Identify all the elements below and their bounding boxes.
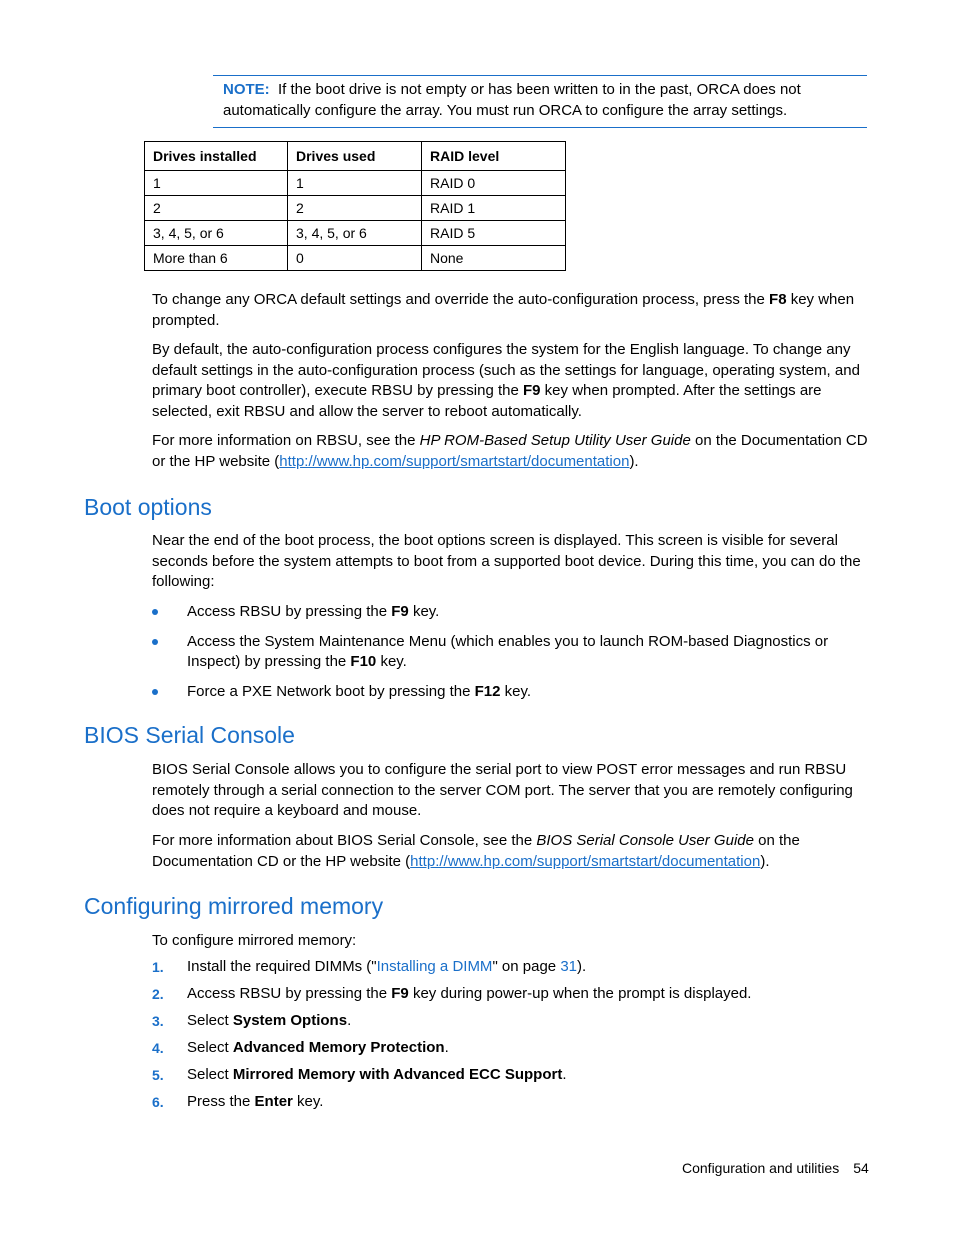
default-text-after: key when prompted. After the settings are selected, exit RBSU and allow the server to reboot automatically.: [152, 382, 822, 420]
list-item: [152, 1092, 852, 1119]
table-cell: None: [422, 246, 566, 271]
step-text: Press the: [187, 1093, 255, 1110]
list-item: [152, 602, 852, 623]
bullet-text: Force a PXE Network boot by pressing the: [187, 682, 475, 700]
step-number: 3.: [152, 1013, 164, 1029]
bullet-text: Access the System Maintenance Menu (which enables you to launch ROM-based Diagnostics or Inspect) by pressing the: [187, 632, 829, 670]
list-item: [152, 1065, 852, 1092]
f9-key: F9: [391, 603, 409, 620]
table-cell: RAID 5: [422, 221, 566, 246]
mirrored-memory-intro-text: To configure mirrored memory:: [152, 932, 357, 949]
step-number: 2.: [152, 986, 164, 1002]
f10-key: F10: [350, 653, 377, 670]
default-text-before: By default, the auto-configuration process configures the system for the English language. To change any default settings in the auto-configuration process (such as the settings for language, operating system, and primary boot controller), execute RBSU by pressing the: [152, 341, 860, 399]
bullet-icon: [152, 689, 158, 695]
bios-console-text: BIOS Serial Console allows you to configure the serial port to view POST error messages and run RBSU remotely through a serial connection to the server COM port. The server that you are remotely configuring does not require a keyboard and mouse.: [152, 761, 853, 819]
step-text: .: [444, 1039, 449, 1056]
advanced-memory-protection-label: Advanced Memory Protection: [232, 1039, 445, 1056]
table-cell: 1: [288, 171, 422, 196]
boot-options-heading: Boot options: [84, 494, 212, 520]
note-text: If the boot drive is not empty or has been written to in the past, ORCA does not automatically configure the array. You must run ORCA to configure the array settings.: [223, 81, 801, 119]
hp-documentation-link[interactable]: http://www.hp.com/support/smartstart/documentation: [410, 852, 761, 870]
step-text: .: [347, 1012, 352, 1029]
mirrored-memory-heading: Configuring mirrored memory: [84, 893, 384, 919]
bios-info-before: For more information about BIOS Serial Console, see the: [152, 832, 537, 849]
orca-text-after: key when prompted.: [152, 291, 855, 329]
rbsu-guide-title: HP ROM-Based Setup Utility User Guide: [419, 432, 691, 449]
list-item: [152, 632, 852, 673]
step-text: .: [562, 1066, 567, 1083]
table-header-row: [145, 142, 566, 171]
bios-info-middle: on the Documentation CD or the HP website (: [152, 832, 800, 870]
header-raid-level: RAID level: [422, 142, 566, 171]
orca-text-before: To change any ORCA default settings and override the auto-configuration process, press the: [152, 291, 770, 308]
rbsu-text-middle: on the Documentation CD or the HP website (: [152, 432, 868, 470]
orca-paragraph: [152, 290, 872, 331]
bios-guide-title: BIOS Serial Console User Guide: [536, 832, 754, 849]
bullet-text: key.: [408, 603, 440, 620]
list-item: [152, 1038, 852, 1065]
boot-options-intro-text: Near the end of the boot process, the boot options screen is displayed. This screen is visible for several seconds before the system attempts to boot from a supported boot device. During this time, you can do the following:: [152, 532, 861, 590]
step-text: Install the required DIMMs (": [187, 958, 377, 975]
list-item: [152, 682, 852, 703]
f9-key: F9: [523, 382, 541, 399]
header-drives-installed: Drives installed: [145, 142, 288, 171]
mirrored-memory-intro: [152, 931, 872, 952]
raid-table: [144, 141, 566, 271]
bullet-icon: [152, 609, 158, 615]
header-drives-used: Drives used: [288, 142, 422, 171]
step-text: " on page: [492, 958, 561, 975]
step-number: 6.: [152, 1094, 164, 1110]
table-row: [145, 221, 566, 246]
installing-dimm-link[interactable]: Installing a DIMM: [376, 958, 493, 975]
f12-key: F12: [474, 682, 501, 700]
default-settings-paragraph: [152, 340, 872, 422]
rbsu-text-after: ).: [629, 452, 639, 470]
step-number: 5.: [152, 1067, 164, 1083]
list-item: [152, 984, 852, 1011]
bullet-text: Access RBSU by pressing the: [187, 603, 392, 620]
system-options-label: System Options: [232, 1012, 348, 1029]
bullet-icon: [152, 639, 158, 645]
page-number: 54: [853, 1160, 869, 1176]
page-31-link[interactable]: 31: [560, 958, 578, 975]
mirrored-memory-ecc-label: Mirrored Memory with Advanced ECC Support: [232, 1066, 563, 1083]
bios-console-paragraph: [152, 760, 872, 822]
page-footer: [682, 1158, 869, 1179]
footer-section-title: Configuration and utilities: [682, 1160, 840, 1176]
table-cell: More than 6: [145, 246, 288, 271]
step-text: Select: [187, 1012, 233, 1029]
f9-key: F9: [391, 985, 409, 1002]
table-cell: 0: [288, 246, 422, 271]
table-row: [145, 196, 566, 221]
step-number: 1.: [152, 959, 164, 975]
table-cell: 2: [145, 196, 288, 221]
step-text: key.: [292, 1093, 324, 1110]
enter-key: Enter: [254, 1093, 293, 1110]
step-text: Select: [187, 1039, 233, 1056]
table-row: [145, 171, 566, 196]
boot-options-intro: [152, 531, 872, 593]
mirrored-memory-steps: [152, 957, 852, 1119]
table-cell: 3, 4, 5, or 6: [145, 221, 288, 246]
rbsu-info-paragraph: [152, 431, 872, 472]
boot-options-list: [152, 602, 852, 711]
hp-documentation-link[interactable]: http://www.hp.com/support/smartstart/documentation: [279, 452, 630, 470]
step-text: Access RBSU by pressing the: [187, 985, 392, 1002]
note-label: NOTE:: [223, 81, 270, 98]
table-cell: RAID 0: [422, 171, 566, 196]
step-text: ).: [577, 958, 587, 975]
bios-info-after: ).: [760, 852, 770, 870]
list-item: [152, 957, 852, 984]
step-number: 4.: [152, 1040, 164, 1056]
table-row: [145, 246, 566, 271]
bios-serial-console-heading: BIOS Serial Console: [84, 722, 295, 748]
table-cell: 2: [288, 196, 422, 221]
bios-console-info-paragraph: [152, 831, 872, 872]
bullet-text: key.: [376, 653, 407, 670]
list-item: [152, 1011, 852, 1038]
rbsu-text-before: For more information on RBSU, see the: [152, 432, 420, 449]
f8-key: F8: [769, 291, 787, 308]
table-cell: 1: [145, 171, 288, 196]
table-cell: RAID 1: [422, 196, 566, 221]
step-text: key during power-up when the prompt is displayed.: [408, 985, 752, 1002]
bullet-text: key.: [500, 682, 532, 700]
step-text: Select: [187, 1066, 233, 1083]
note-box: [213, 75, 867, 128]
table-cell: 3, 4, 5, or 6: [288, 221, 422, 246]
